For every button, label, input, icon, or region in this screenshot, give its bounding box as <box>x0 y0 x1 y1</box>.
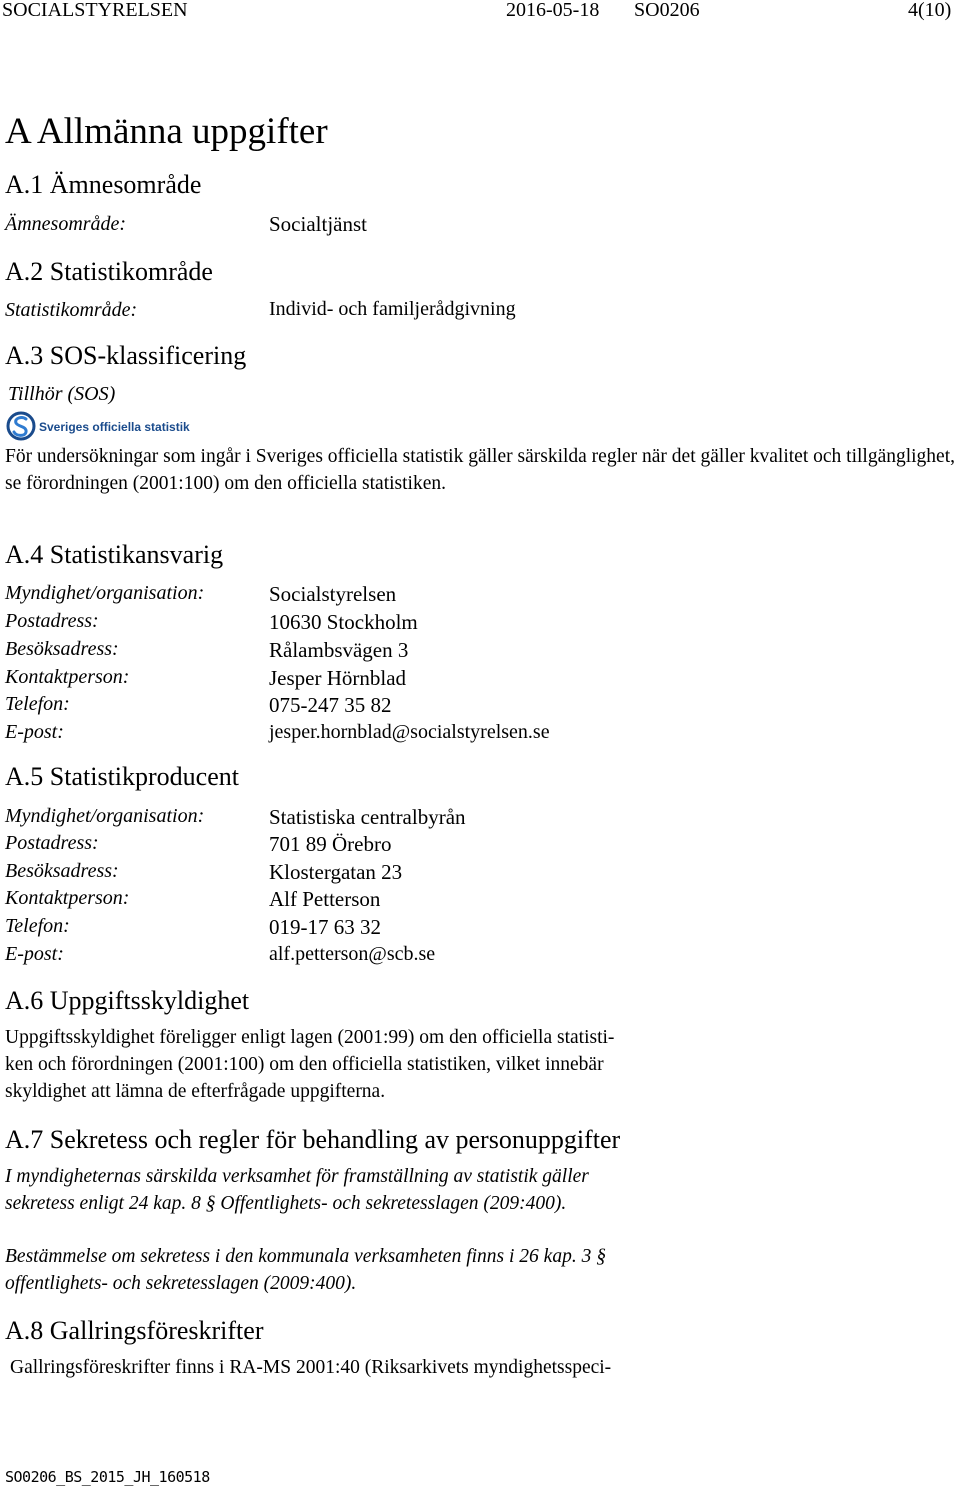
a4-contact-person-value: Jesper Hörnblad <box>269 666 407 690</box>
a6-paragraph-line-3: skyldighet att lämna de efterfrågade uppgifterna. <box>5 1081 386 1102</box>
section-a2-heading: A.2 Statistikområde <box>5 257 213 286</box>
a5-contact-person-label: Kontaktperson: <box>5 887 130 909</box>
a5-phone-label: Telefon: <box>5 915 70 937</box>
section-a4-heading: A.4 Statistikansvarig <box>5 540 224 569</box>
a4-organization-value: Socialstyrelsen <box>269 582 397 606</box>
sos-logo <box>5 410 205 444</box>
a4-row-contact-person <box>0 666 960 693</box>
a4-row-visiting-address <box>0 638 960 665</box>
a5-visiting-address-label: Besöksadress: <box>5 860 119 882</box>
a5-postal-address-value: 701 89 Örebro <box>269 832 392 856</box>
a5-visiting-address-value: Klostergatan 23 <box>269 860 403 884</box>
a4-email-value[interactable]: jesper.hornblad@socialstyrelsen.se <box>269 721 550 743</box>
a3-label: Tillhör (SOS) <box>8 383 116 405</box>
section-a6-heading: A.6 Uppgiftsskyldighet <box>5 986 250 1015</box>
a1-label: Ämnesområde: <box>5 213 127 235</box>
sos-logo-mark <box>5 410 205 444</box>
header-page-number: 4(10) <box>908 0 952 21</box>
section-a8-heading: A.8 Gallringsföreskrifter <box>5 1316 264 1345</box>
section-a1-heading: A.1 Ämnesområde <box>5 170 202 199</box>
a5-email-label: E-post: <box>5 943 64 965</box>
a4-row-organization <box>0 582 960 609</box>
a5-organization-value: Statistiska centralbyrån <box>269 805 466 829</box>
a6-paragraph-line-2: ken och förordningen (2001:100) om den officiella statistiken, vilket innebär <box>5 1054 604 1075</box>
a5-contact-person-value: Alf Petterson <box>269 887 381 911</box>
a4-phone-label: Telefon: <box>5 693 70 715</box>
a5-row-postal-address <box>0 832 960 859</box>
a5-organization-label: Myndighet/organisation: <box>5 805 205 827</box>
a4-visiting-address-label: Besöksadress: <box>5 638 119 660</box>
a4-row-phone <box>0 693 960 720</box>
a5-row-organization <box>0 805 960 832</box>
page-header <box>0 0 960 22</box>
a5-row-email <box>0 943 960 970</box>
document-title: A Allmänna uppgifter <box>5 111 328 152</box>
a4-email-label: E-post: <box>5 721 64 743</box>
section-a3-heading: A.3 SOS-klassificering <box>5 341 247 370</box>
sos-logo-text: Sveriges officiella statistik <box>39 420 190 434</box>
header-code: SO0206 <box>634 0 700 21</box>
a7-paragraph-2-line-1: Bestämmelse om sekretess i den kommunala verksamheten finns i 26 kap. 3 § <box>5 1246 606 1267</box>
a4-visiting-address-value: Rålambsvägen 3 <box>269 638 409 662</box>
a4-phone-value: 075-247 35 82 <box>269 693 392 717</box>
a5-row-contact-person <box>0 887 960 914</box>
a7-paragraph-1-line-1: I myndigheternas särskilda verksamhet för framställning av statistik gäller <box>5 1166 589 1187</box>
a4-row-postal-address <box>0 610 960 637</box>
a5-row-phone <box>0 915 960 942</box>
document-footer-id: SO0206_BS_2015_JH_160518 <box>5 1468 210 1486</box>
a2-label: Statistikområde: <box>5 299 138 321</box>
a4-contact-person-label: Kontaktperson: <box>5 666 130 688</box>
a7-paragraph-1-line-2: sekretess enligt 24 kap. 8 § Offentlighets- och sekretesslagen (209:400). <box>5 1193 567 1214</box>
a4-postal-address-label: Postadress: <box>5 610 99 632</box>
a1-value: Socialtjänst <box>269 212 367 236</box>
header-organization: SOCIALSTYRELSEN <box>2 0 188 21</box>
a7-paragraph-2-line-2: offentlighets- och sekretesslagen (2009:400). <box>5 1273 357 1294</box>
a5-phone-value: 019-17 63 32 <box>269 915 381 939</box>
a4-row-email <box>0 721 960 748</box>
a3-paragraph: För undersökningar som ingår i Sveriges officiella statistik gäller särskilda regler när det gäller kvalitet och tillgänglighet, se förordningen (2001:100) om den officiella statistiken. <box>5 446 956 494</box>
section-a7-heading: A.7 Sekretess och regler för behandling av personuppgifter <box>5 1125 621 1154</box>
a2-value: Individ- och familjerådgivning <box>269 298 516 320</box>
a5-row-visiting-address <box>0 860 960 887</box>
a4-organization-label: Myndighet/organisation: <box>5 582 205 604</box>
a8-paragraph-line-1: Gallringsföreskrifter finns i RA-MS 2001:40 (Riksarkivets myndighetsspeci- <box>10 1357 612 1378</box>
section-a5-heading: A.5 Statistikproducent <box>5 762 239 791</box>
header-date: 2016-05-18 <box>506 0 600 21</box>
a6-paragraph-line-1: Uppgiftsskyldighet föreligger enligt lagen (2001:99) om den officiella statisti- <box>5 1027 615 1048</box>
a4-postal-address-value: 10630 Stockholm <box>269 610 418 634</box>
a5-postal-address-label: Postadress: <box>5 832 99 854</box>
a5-email-value[interactable]: alf.petterson@scb.se <box>269 943 436 965</box>
